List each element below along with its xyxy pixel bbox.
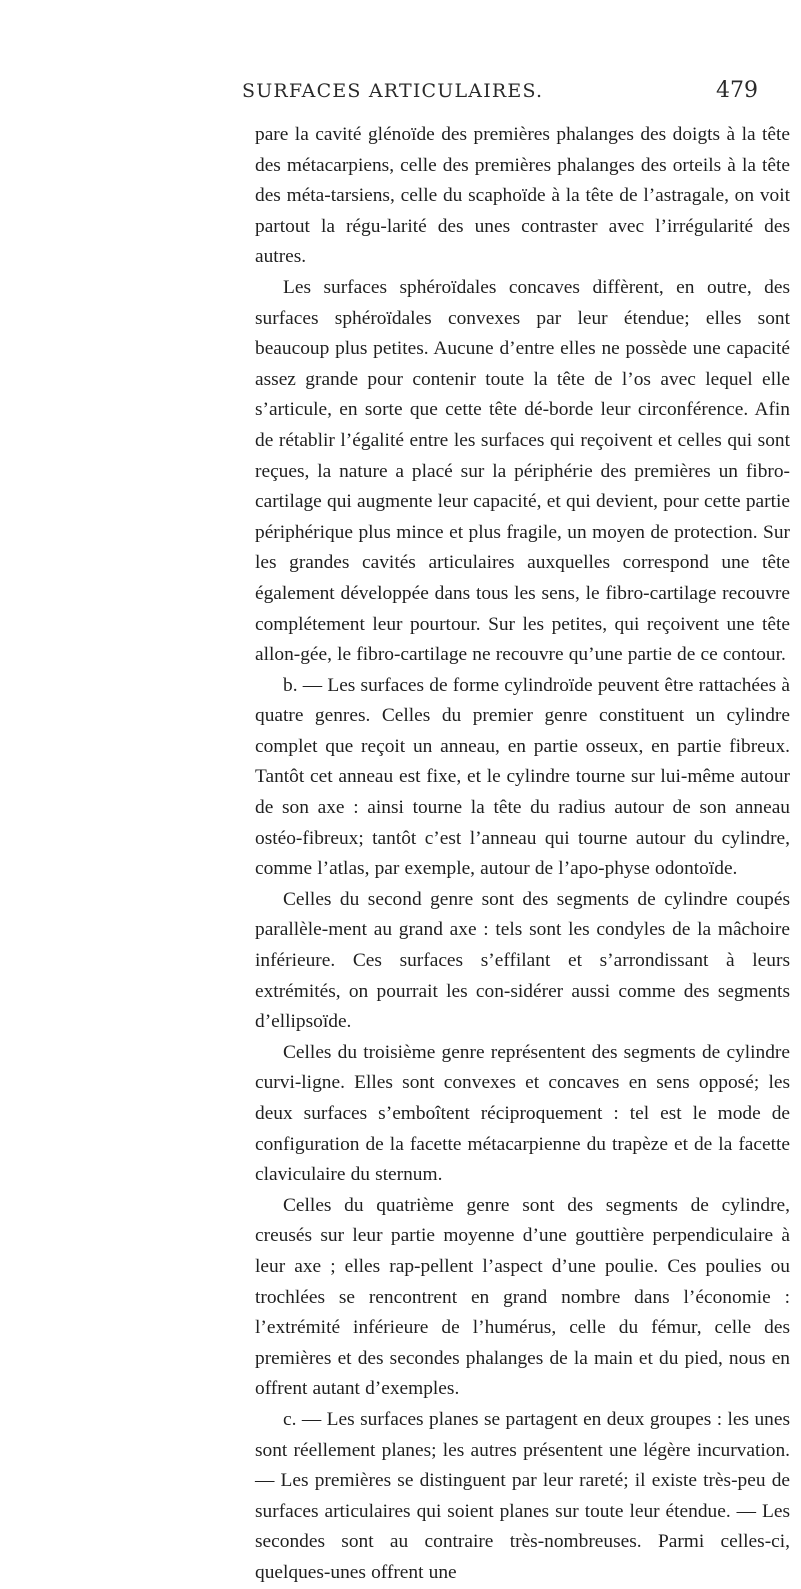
running-head [0, 80, 801, 110]
paragraph-second-genre: Celles du second genre sont des segments de cylindre coupés parallèle-ment au grand axe : tels sont les condyles de la mâchoire inférieure. Ces surfaces s’effilant et s’arrondissant à leurs extrémités, on pourrait les con-sidérer aussi comme des segments d’ellipsoïde. [255, 888, 790, 1033]
paragraph-cylindroid-genres: b. — Les surfaces de forme cylindroïde peuvent être rattachées à quatre genres. Celles du premier genre constituent un cylindre complet que reçoit un anneau, en partie osseux, en partie fibreux. Tantôt cet anneau est fixe, et le cylindre tourne sur lui-même autour de son axe : ainsi tourne la tête du radius autour de son anneau ostéo-fibreux; tantôt c’est l’anneau qui tourne autour du cylindre, comme l’atlas, par exemple, autour de l’apo-physe odontoïde. [255, 674, 790, 880]
paragraph-plane-surfaces: c. — Les surfaces planes se partagent en deux groupes : les unes sont réellement planes; les autres présentent une légère incurvation. — Les premières se distinguent par leur rareté; il existe très-peu de surfaces articulaires qui soient planes sur toute leur étendue. — Les secondes sont au contraire très-nombreuses. Parmi celles-ci, quelques-unes offrent une [255, 1408, 790, 1583]
paragraph-third-genre: Celles du troisième genre représentent des segments de cylindre curvi-ligne. Elles sont convexes et concaves en sens opposé; les deux surfaces s’emboîtent réciproquement : tel est le mode de configuration de la facette métacarpienne du trapèze et de la facette claviculaire du sternum. [255, 1041, 790, 1186]
page-number: 479 [716, 78, 758, 103]
paragraph-fourth-genre: Celles du quatrième genre sont des segments de cylindre, creusés sur leur partie moyenne d’une gouttière perpendiculaire à leur axe ; elles rap-pellent l’aspect d’une poulie. Ces poulies ou trochlées se rencontrent en grand nombre dans l’économie : l’extrémité inférieure de l’humérus, celle du fémur, celle des premières et des secondes phalanges de la main et du pied, nous en offrent autant d’exemples. [255, 1194, 790, 1400]
paragraph-continuation: pare la cavité glénoïde des premières phalanges des doigts à la tête des métacarpiens, celle des premières phalanges des orteils à la tête des méta-tarsiens, celle du scaphoïde à la tête de l’astragale, on voit partout la régu-larité des unes contraster avec l’irrégularité des autres. [255, 124, 790, 268]
body-text [255, 120, 790, 1589]
paragraph-spheroidal-concave: Les surfaces sphéroïdales concaves diffèrent, en outre, des surfaces sphéroïdales convexes par leur étendue; elles sont beaucoup plus petites. Aucune d’entre elles ne possède une capacité assez grande pour contenir toute la tête de l’os avec lequel elle s’articule, en sorte que cette tête dé-borde leur circonférence. Afin de rétablir l’égalité entre les surfaces qui reçoivent et celles qui sont reçues, la nature a placé sur la périphérie des premières un fibro-cartilage qui augmente leur capacité, et qui devient, pour cette partie périphérique plus mince et plus fragile, un moyen de protection. Sur les grandes cavités articulaires auxquelles correspond une tête également développée dans tous les sens, le fibro-cartilage recouvre complétement leur pourtour. Sur les petites, qui reçoivent une tête allon-gée, le fibro-cartilage ne recouvre qu’une partie de ce contour. [255, 276, 790, 666]
running-title: SURFACES ARTICULAIRES. [242, 80, 544, 102]
